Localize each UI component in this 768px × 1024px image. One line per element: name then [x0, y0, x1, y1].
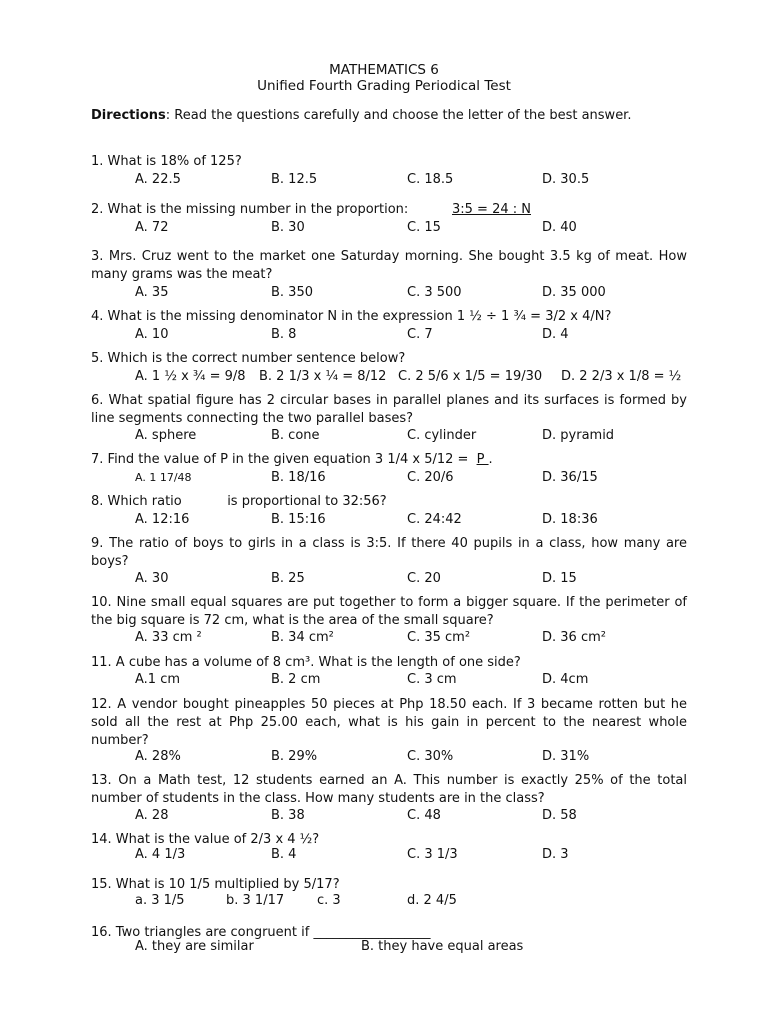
option-c: C. 3 500	[407, 285, 462, 300]
question-11-options	[0, 671, 768, 689]
option-b: B. 18/16	[271, 470, 326, 485]
option-a: A. sphere	[135, 428, 197, 443]
question-9: 9. The ratio of boys to girls in a class is 3:5. If there 40 pupils in a class, how many are boys?	[91, 536, 687, 569]
option-b: B. 4	[271, 847, 297, 862]
question-4-options	[0, 326, 768, 344]
option-c: C. 48	[407, 808, 441, 823]
directions	[91, 108, 631, 123]
option-a: A. 28%	[135, 749, 181, 764]
question-12-options	[0, 748, 768, 766]
option-b: B. they have equal areas	[361, 939, 524, 954]
blank-p: P	[476, 452, 489, 467]
question-13-options	[0, 807, 768, 825]
question-8-options	[0, 511, 768, 529]
question-7-text: 7. Find the value of P in the given equation 3 1/4 x 5/12 =	[91, 452, 469, 467]
question-10-options	[0, 629, 768, 647]
option-a: A. 33 cm ²	[135, 630, 202, 645]
option-b: B. 12.5	[271, 172, 318, 187]
question-16: 16. Two triangles are congruent if __________________	[91, 925, 431, 940]
question-14: 14. What is the value of 2/3 x 4 ½?	[91, 832, 320, 847]
option-a: A. 35	[135, 285, 169, 300]
question-15: 15. What is 10 1/5 multiplied by 5/17?	[91, 877, 340, 892]
option-c: C. 20/6	[407, 470, 454, 485]
question-7-options	[0, 469, 768, 487]
option-b: B. 350	[271, 285, 313, 300]
question-2-options	[0, 219, 768, 237]
option-a: A. 28	[135, 808, 169, 823]
option-d: D. 4cm	[542, 672, 589, 687]
option-a: A. 10	[135, 327, 169, 342]
option-a: A. they are similar	[135, 939, 254, 954]
option-c: c. 3	[317, 893, 341, 908]
option-a: A. 1 ½ x ¾ = 9/8	[135, 369, 246, 384]
option-b: B. 38	[271, 808, 305, 823]
question-8: 8. Which ratio is proportional to 32:56?	[91, 494, 387, 509]
directions-text: : Read the questions carefully and choose the letter of the best answer.	[165, 108, 632, 123]
option-a: A. 30	[135, 571, 169, 586]
option-a: A.1 cm	[135, 672, 181, 687]
option-b: B. 29%	[271, 749, 318, 764]
option-b: B. 30	[271, 220, 305, 235]
question-10: 10. Nine small equal squares are put together to form a bigger square. If the perimeter of the big square is 72 cm, what is the area of the small square?	[91, 595, 687, 628]
option-d: D. 30.5	[542, 172, 590, 187]
option-d: D. 58	[542, 808, 577, 823]
option-d: d. 2 4/5	[407, 893, 457, 908]
option-c: C. 3 1/3	[407, 847, 458, 862]
option-d: D. 2 2/3 x 1/8 = ½	[561, 369, 682, 384]
option-d: D. 36/15	[542, 470, 598, 485]
option-d: D. 31%	[542, 749, 590, 764]
question-1: 1. What is 18% of 125?	[91, 154, 242, 169]
option-b: B. 2 1/3 x ¼ = 8/12	[259, 369, 387, 384]
question-9-options	[0, 570, 768, 588]
option-c: C. 7	[407, 327, 433, 342]
option-b: B. 25	[271, 571, 305, 586]
option-c: C. 35 cm²	[407, 630, 471, 645]
option-b: B. 15:16	[271, 512, 326, 527]
option-b: B. cone	[271, 428, 320, 443]
option-a: A. 12:16	[135, 512, 190, 527]
question-13: 13. On a Math test, 12 students earned an A. This number is exactly 25% of the total number of students in the class. How many students are in the class?	[91, 773, 687, 806]
question-14-options	[0, 846, 768, 864]
option-a: A. 72	[135, 220, 169, 235]
option-d: D. pyramid	[542, 428, 615, 443]
question-5: 5. Which is the correct number sentence below?	[91, 351, 406, 366]
option-c: C. 24:42	[407, 512, 462, 527]
option-a: A. 4 1/3	[135, 847, 186, 862]
option-d: D. 3	[542, 847, 569, 862]
question-6-options	[0, 427, 768, 445]
option-b: B. 34 cm²	[271, 630, 334, 645]
option-a: A. 22.5	[135, 172, 181, 187]
option-d: D. 15	[542, 571, 577, 586]
option-d: D. 36 cm²	[542, 630, 606, 645]
subject-heading: MATHEMATICS 6	[329, 62, 439, 78]
option-c: C. 2 5/6 x 1/5 = 19/30	[398, 369, 543, 384]
directions-label: Directions	[91, 108, 166, 123]
option-c: C. 18.5	[407, 172, 454, 187]
option-b: b. 3 1/17	[226, 893, 285, 908]
question-15-options	[0, 892, 768, 910]
option-c: C. cylinder	[407, 428, 477, 443]
option-d: D. 18:36	[542, 512, 598, 527]
option-a: a. 3 1/5	[135, 893, 185, 908]
proportion-expression: 3:5 = 24 : N	[452, 202, 531, 217]
option-c: C. 15	[407, 220, 441, 235]
question-5-options	[0, 368, 768, 386]
option-a: A. 1 17/48	[135, 471, 192, 484]
question-4: 4. What is the missing denominator N in the expression 1 ½ ÷ 1 ¾ = 3/2 x 4/N?	[91, 309, 612, 324]
question-2-text: 2. What is the missing number in the proportion:	[91, 202, 409, 217]
question-6: 6. What spatial figure has 2 circular bases in parallel planes and its surfaces is formed by line segments connecting the two parallel bases?	[91, 393, 687, 426]
question-1-options	[0, 171, 768, 189]
question-7	[91, 451, 687, 469]
question-12: 12. A vendor bought pineapples 50 pieces at Php 18.50 each. If 3 became rotten but he sold all the rest at Php 25.00 each, what is his gain in percent to the nearest whole number?	[91, 697, 687, 748]
option-c: C. 3 cm	[407, 672, 457, 687]
question-2	[91, 201, 687, 219]
option-c: C. 20	[407, 571, 441, 586]
option-d: D. 4	[542, 327, 569, 342]
question-7-tail: .	[488, 452, 493, 467]
question-3: 3. Mrs. Cruz went to the market one Saturday morning. She bought 3.5 kg of meat. How many grams was the meat?	[91, 249, 687, 282]
option-b: B. 2 cm	[271, 672, 321, 687]
option-c: C. 30%	[407, 749, 454, 764]
question-16-options	[0, 938, 768, 956]
option-d: D. 35 000	[542, 285, 606, 300]
option-b: B. 8	[271, 327, 297, 342]
test-title: Unified Fourth Grading Periodical Test	[257, 78, 511, 94]
question-3-options	[0, 284, 768, 302]
question-11: 11. A cube has a volume of 8 cm³. What is the length of one side?	[91, 655, 521, 670]
option-d: D. 40	[542, 220, 577, 235]
